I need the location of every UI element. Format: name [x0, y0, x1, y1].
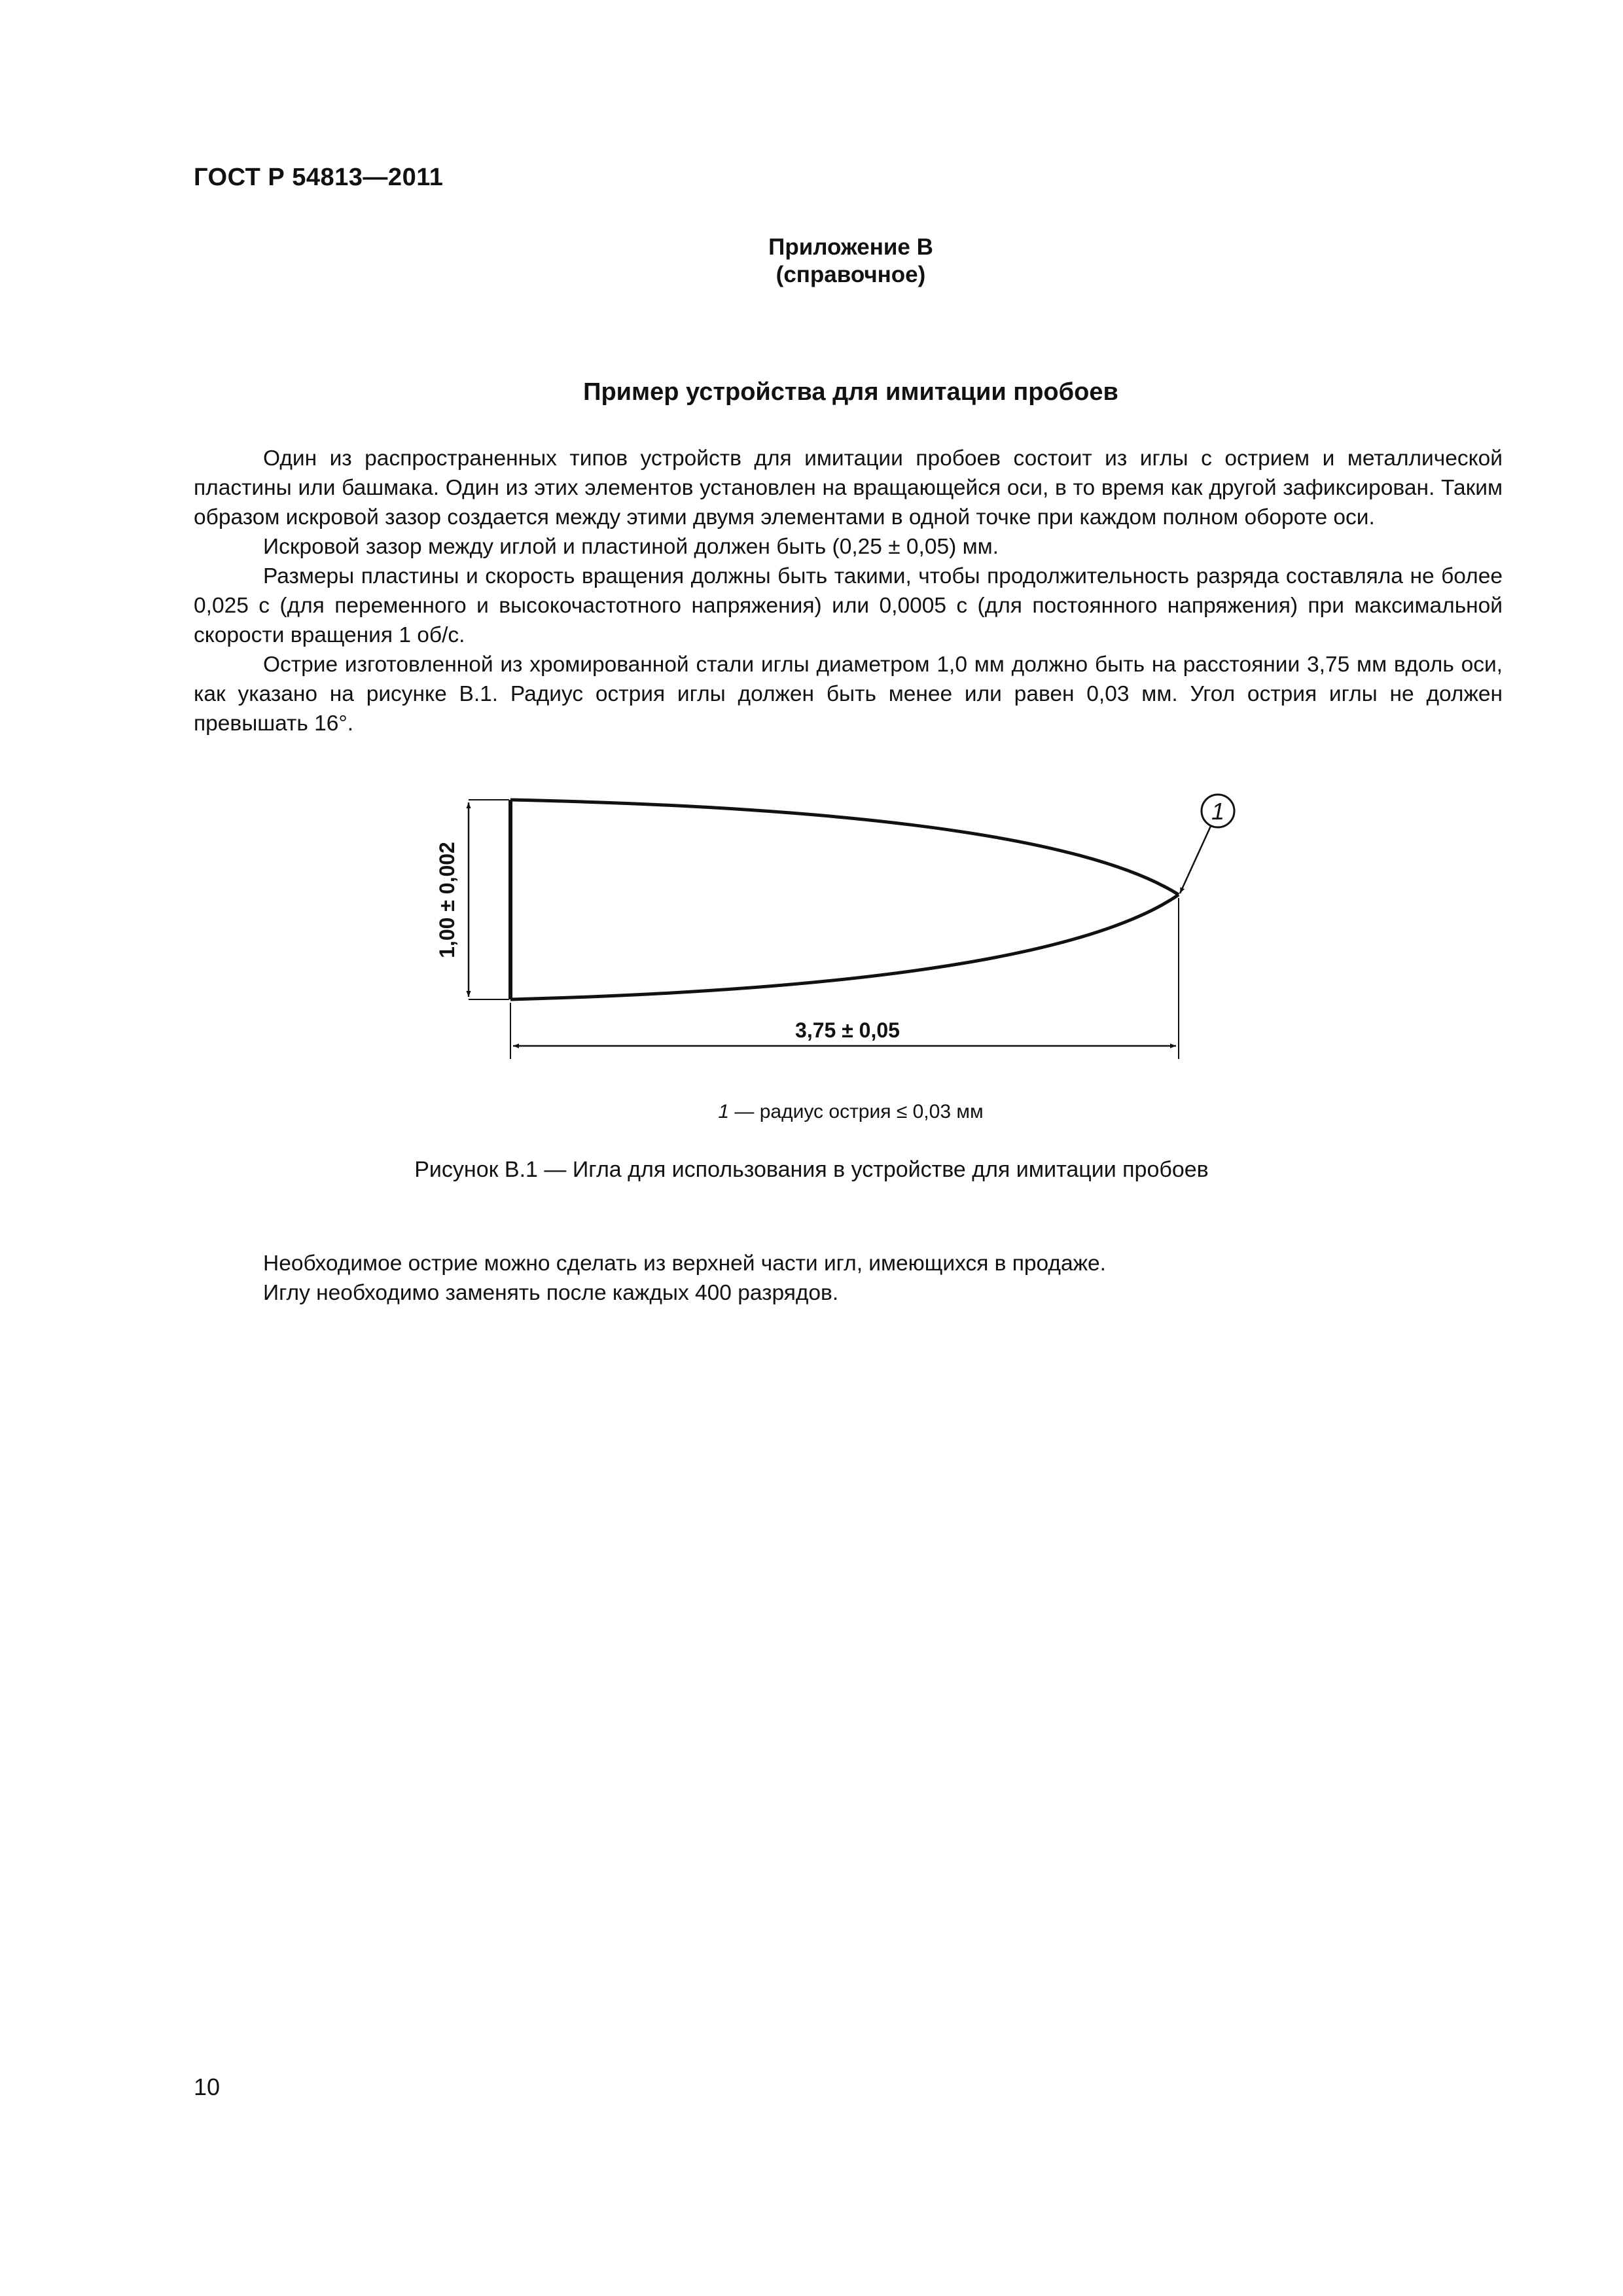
intro-text — [194, 444, 1503, 738]
section-title: Пример устройства для имитации пробоев — [583, 378, 1118, 406]
tip-callout — [1180, 795, 1234, 893]
figure-caption: Рисунок В.1 — Игла для использования в устройстве для имитации пробоев — [414, 1157, 1209, 1182]
paragraph: Один из распространенных типов устройств для имитации пробоев состоит из иглы с острием и металлической пластины или башмака. Один из этих элементов установлен на вращающейся оси, в то время как другой зафиксирован. Таким образом искровой зазор создается между этими двумя элементами в одной точке при каждом полном обороте оси. — [194, 446, 1503, 529]
page-number: 10 — [194, 2073, 221, 2100]
appendix-title: Приложение В — [768, 234, 933, 260]
length-dimension-label: 3,75 ± 0,05 — [795, 1018, 900, 1042]
needle-outline — [510, 800, 1179, 999]
paragraph: Иглу необходимо заменять после каждых 400 разрядов. — [263, 1281, 839, 1305]
height-dimension — [435, 800, 509, 999]
paragraph: Размеры пластины и скорость вращения должны быть такими, чтобы продолжительность разряда составляла не более 0,025 с (для переменного и высокочастотного напряжения) или 0,0005 с (для постоянного напряжения) при максимальной скорости вращения 1 об/с. — [194, 564, 1503, 647]
document-code: ГОСТ Р 54813—2011 — [194, 164, 444, 191]
paragraph: Необходимое острие можно сделать из верхней части игл, имеющихся в продаже. — [263, 1251, 1106, 1276]
appendix-type: (справочное) — [776, 262, 926, 287]
needle-figure — [432, 792, 1335, 1073]
height-dimension-label: 1,00 ± 0,002 — [435, 842, 459, 958]
paragraph: Искровой зазор между иглой и пластиной должен быть (0,25 ± 0,05) мм. — [263, 535, 999, 559]
callout-number: 1 — [1211, 798, 1225, 825]
paragraph: Острие изготовленной из хромированной стали иглы диаметром 1,0 мм должно быть на расстоянии 3,75 мм вдоль оси, как указано на рисунке В.1. Радиус острия иглы должен быть менее или равен 0,03 мм. Угол острия иглы не должен превышать 16°. — [194, 653, 1503, 736]
legend-number: 1 — [718, 1101, 730, 1122]
figure-legend — [589, 1101, 1113, 1123]
closing-text — [194, 1249, 1503, 1308]
legend-text: — радиус острия ≤ 0,03 мм — [729, 1101, 984, 1122]
